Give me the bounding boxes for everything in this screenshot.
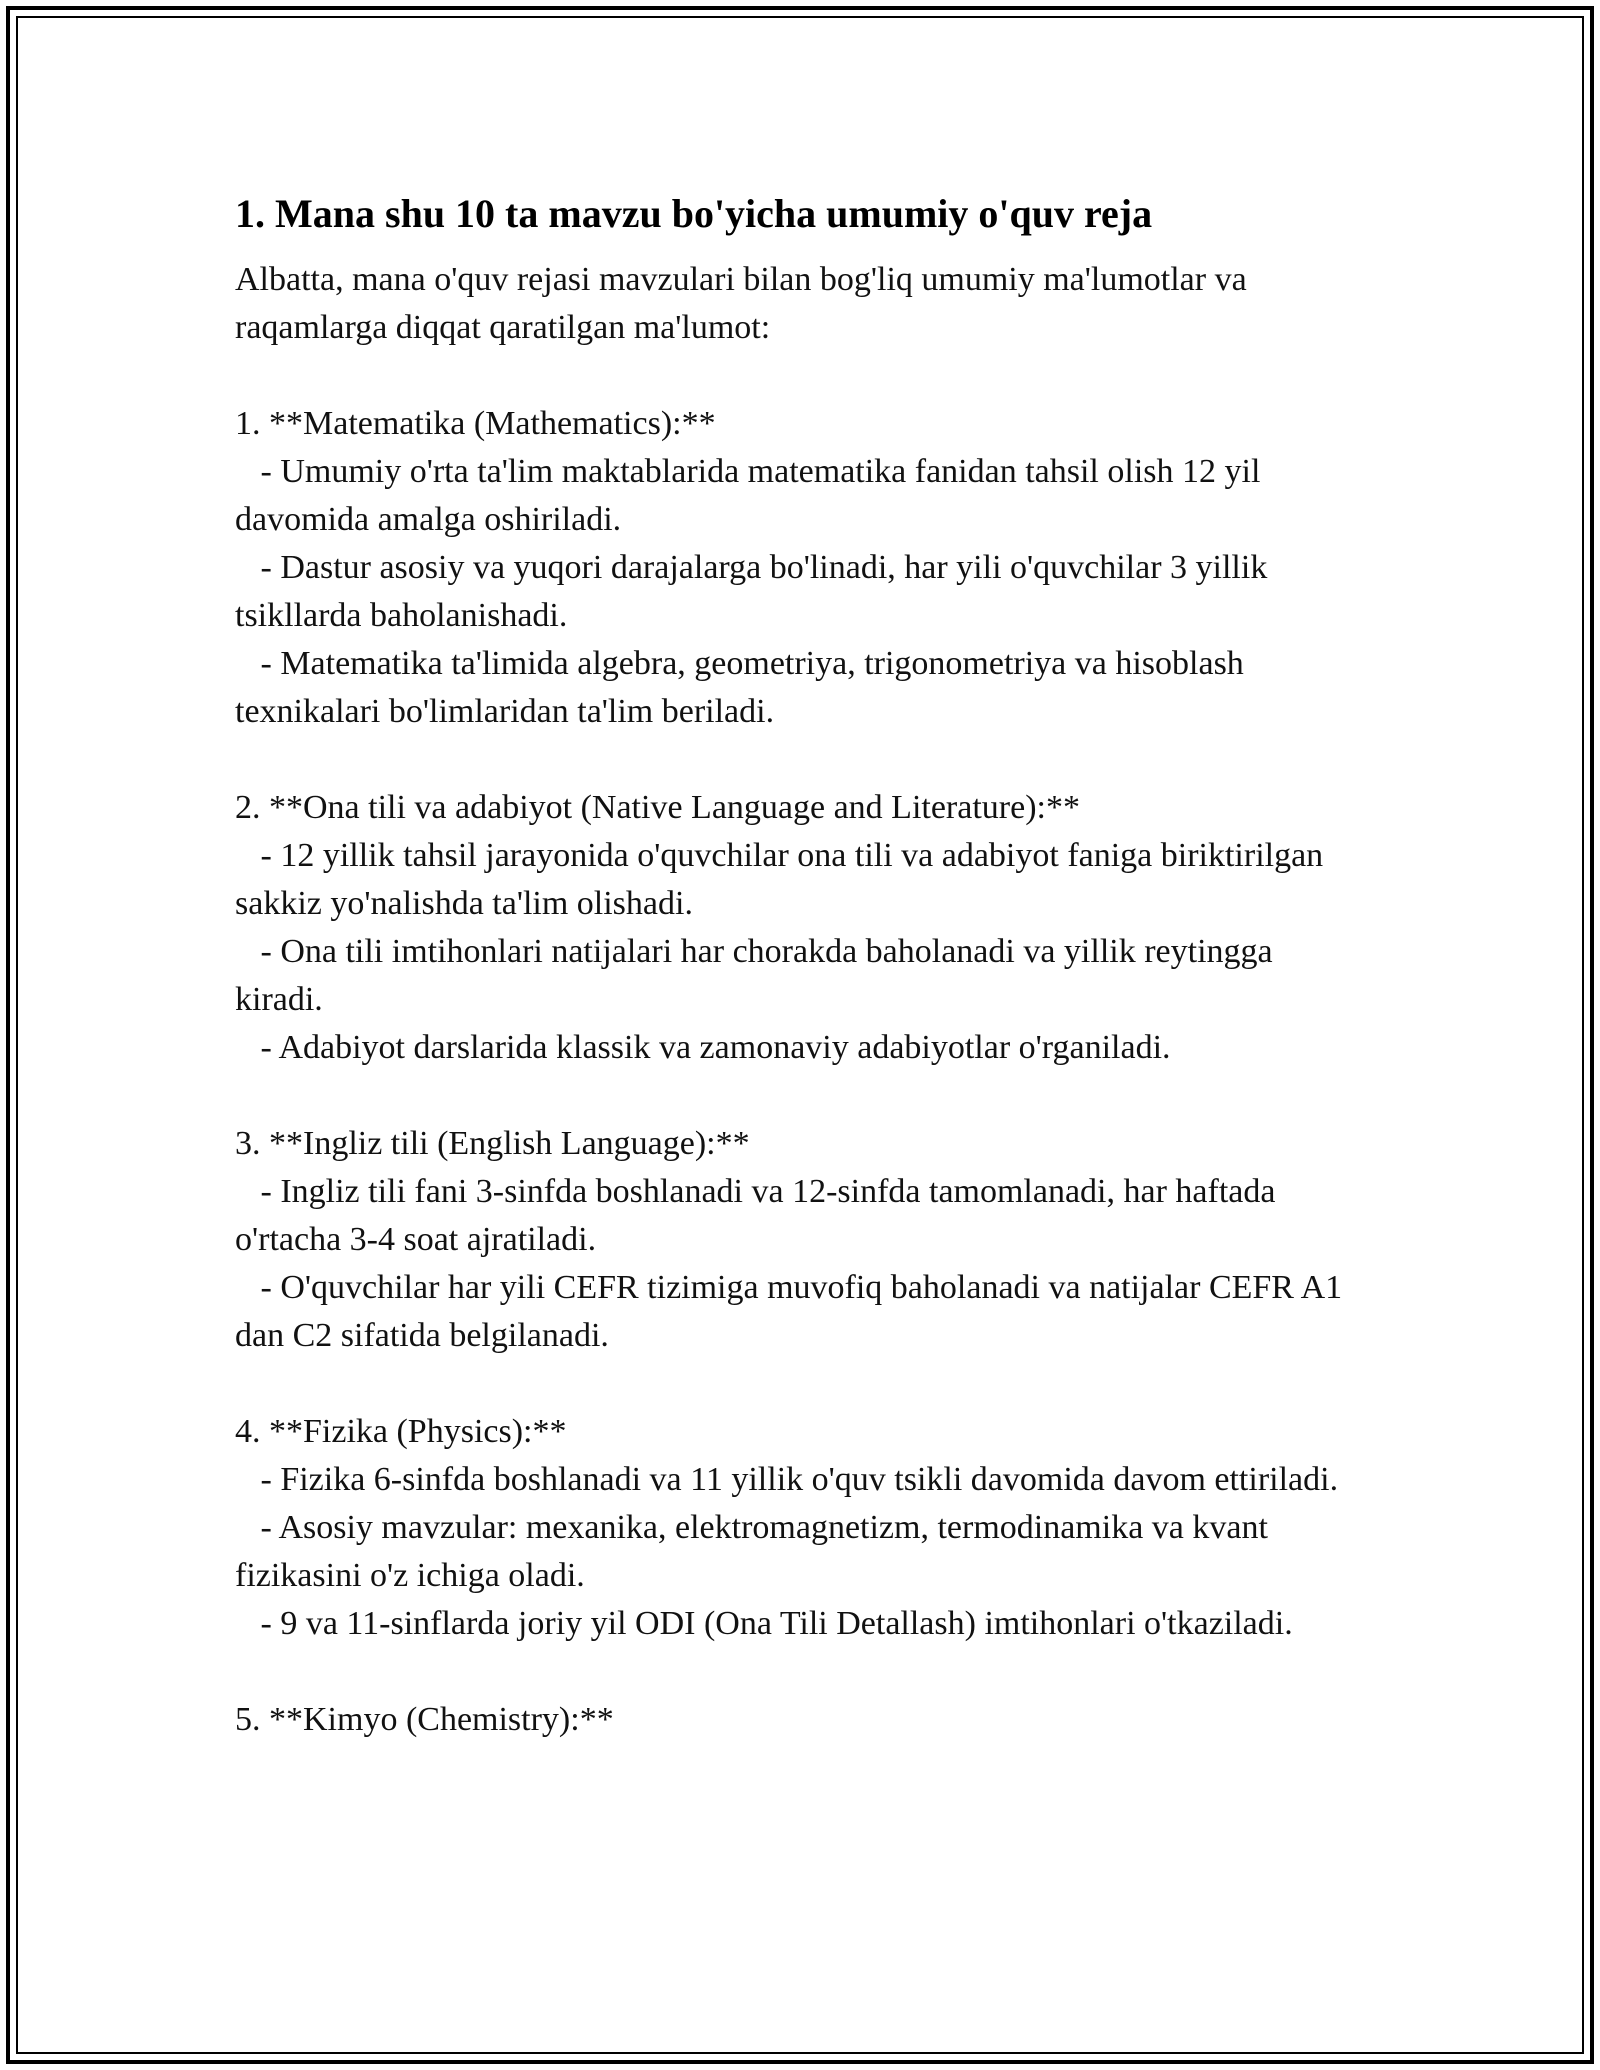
section-bullet: - Fizika 6-sinfda boshlanadi va 11 yillik o'quv tsikli davomida davom ettiriladi. — [235, 1461, 1339, 1498]
section-heading: 2. **Ona tili va adabiyot (Native Language and Literature):** — [235, 789, 1080, 826]
section-physics — [235, 1408, 1365, 1648]
section-bullet: - Asosiy mavzular: mexanika, elektromagnetizm, termodinamika va kvant fizikasini o'z ichiga oladi. — [235, 1509, 1277, 1594]
section-bullet: - Ona tili imtihonlari natijalari har chorakda baholanadi va yillik reytingga kiradi. — [235, 933, 1282, 1018]
section-chemistry — [235, 1696, 1365, 1744]
section-bullet: - Ingliz tili fani 3-sinfda boshlanadi va 12-sinfda tamomlanadi, har haftada o'rtacha 3-4 soat ajratiladi. — [235, 1173, 1284, 1258]
section-heading: 3. **Ingliz tili (English Language):** — [235, 1125, 750, 1162]
section-bullet: - 12 yillik tahsil jarayonida o'quvchilar ona tili va adabiyot faniga biriktirilgan sakkiz yo'nalishda ta'lim olishadi. — [235, 837, 1332, 922]
section-native-language — [235, 784, 1365, 1072]
section-bullet: - Matematika ta'limida algebra, geometriya, trigonometriya va hisoblash texnikalari bo'limlaridan ta'lim beriladi. — [235, 645, 1253, 730]
section-heading: 1. **Matematika (Mathematics):** — [235, 405, 716, 442]
intro-paragraph: Albatta, mana o'quv rejasi mavzulari bilan bog'liq umumiy ma'lumotlar va raqamlarga diqqat qaratilgan ma'lumot: — [235, 261, 1247, 346]
document-title: 1. Mana shu 10 ta mavzu bo'yicha umumiy o'quv reja — [235, 191, 1153, 236]
section-heading: 4. **Fizika (Physics):** — [235, 1413, 567, 1450]
document-body — [235, 188, 1365, 1792]
section-heading: 5. **Kimyo (Chemistry):** — [235, 1701, 614, 1738]
section-bullet: - O'quvchilar har yili CEFR tizimiga muvofiq baholanadi va natijalar CEFR A1 dan C2 sifatida belgilanadi. — [235, 1269, 1351, 1354]
section-bullet: - 9 va 11-sinflarda joriy yil ODI (Ona Tili Detallash) imtihonlari o'tkaziladi. — [235, 1605, 1293, 1642]
section-bullet: - Dastur asosiy va yuqori darajalarga bo'linadi, har yili o'quvchilar 3 yillik tsikllarda baholanishadi. — [235, 549, 1276, 634]
section-english — [235, 1120, 1365, 1360]
section-bullet: - Umumiy o'rta ta'lim maktablarida matematika fanidan tahsil olish 12 yil davomida amalga oshiriladi. — [235, 453, 1269, 538]
section-mathematics — [235, 400, 1365, 736]
section-bullet: - Adabiyot darslarida klassik va zamonaviy adabiyotlar o'rganiladi. — [235, 1029, 1171, 1066]
